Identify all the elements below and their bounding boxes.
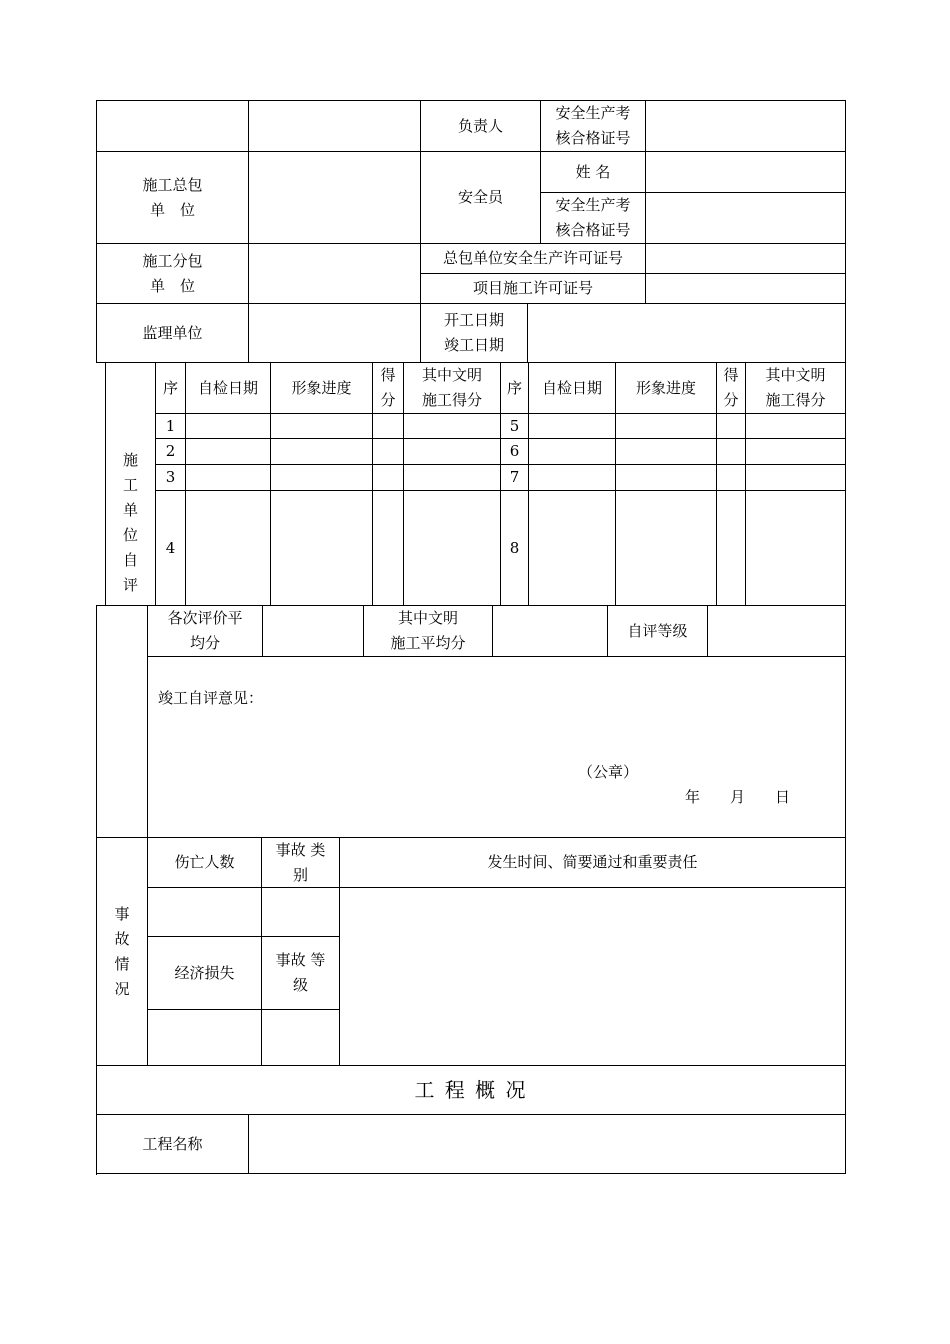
label-accident-side: 事 故 情 况 [114,904,130,998]
seq-8: 8 [509,538,520,557]
section-title-overview: 工 程 概 况 [414,1077,528,1102]
seq-2: 2 [165,442,176,460]
label-avg-score: 各次评价平 均分 [167,609,243,652]
label-self-eval-side: 施 工 单 位 自 评 [122,451,138,594]
label-completion-opinion: 竣工自评意见： [158,689,264,707]
label-self-grade: 自评等级 [627,621,688,640]
label-supervisor: 监理单位 [142,323,203,342]
seq-1: 1 [165,416,176,435]
seq-3: 3 [165,468,176,486]
label-casualties: 伤亡人数 [174,853,235,871]
label-accident-level: 事故 等 级 [275,951,326,994]
label-kaohe-2: 安全生产考 核合格证号 [555,196,631,239]
seq-6: 6 [509,442,520,460]
label-project-license: 项目施工许可证号 [472,279,593,297]
label-project-name: 工程名称 [142,1134,203,1153]
header-civil-left: 其中文明 施工得分 [421,366,482,409]
header-date-left: 自检日期 [197,378,258,397]
label-civil-avg: 其中文明 施工平均分 [390,609,466,652]
seq-5: 5 [509,416,520,435]
label-zongbao-license: 总包单位安全生产许可证号 [442,249,623,267]
label-date-line: 年 月 日 [685,788,791,806]
label-economic-loss: 经济损失 [174,963,235,982]
seq-4: 4 [165,538,176,557]
header-date-right: 自检日期 [541,378,602,397]
label-fuzeren: 负责人 [457,116,503,135]
label-kaohe-1: 安全生产考 核合格证号 [555,104,631,147]
label-seal: （公章） [578,763,639,781]
label-dates: 开工日期 竣工日期 [443,311,504,354]
header-score-right: 得 分 [723,366,739,409]
label-safety-officer: 安全员 [457,188,503,206]
header-progress-left: 形象进度 [291,378,352,397]
label-accident-type: 事故 类 别 [275,840,326,884]
header-seq-right: 序 [506,378,522,397]
header-score-left: 得 分 [380,366,396,409]
seq-7: 7 [509,468,520,486]
label-accident-description: 发生时间、简要通过和重要责任 [487,853,698,871]
label-name: 姓 名 [575,162,611,181]
header-civil-right: 其中文明 施工得分 [765,366,826,409]
header-progress-right: 形象进度 [635,378,696,397]
header-seq-left: 序 [162,378,178,397]
label-subcontractor: 施工分包 单 位 [142,251,203,295]
label-general-contractor: 施工总包 单 位 [142,175,203,219]
